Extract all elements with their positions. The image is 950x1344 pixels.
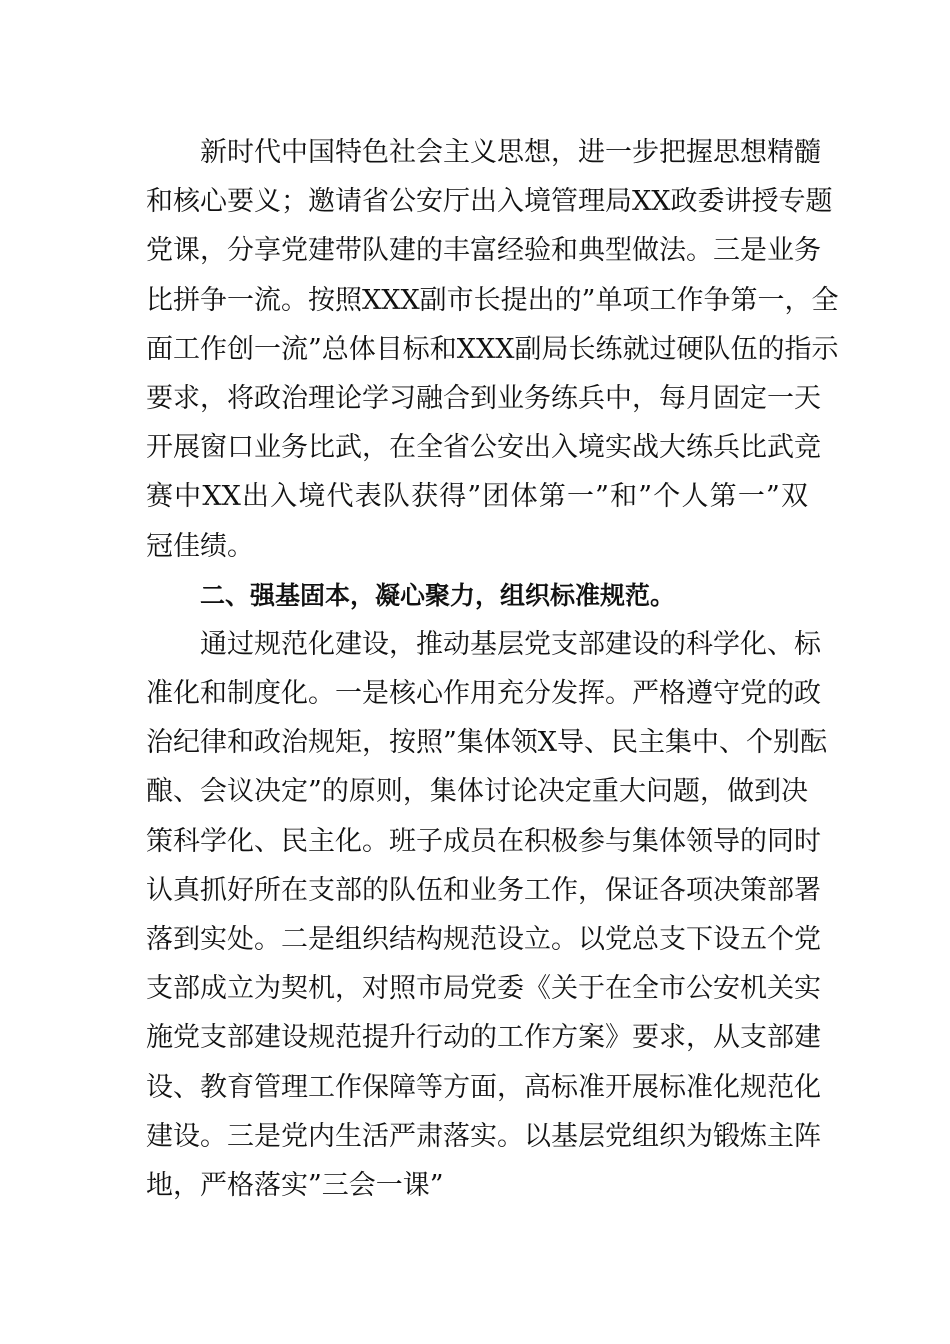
paragraph-line: 治纪律和政治规矩，按照”集体领X导、民主集中、个别酝 bbox=[146, 727, 828, 759]
document-body bbox=[146, 128, 839, 1210]
paragraph-line: 支部成立为契机，对照市局党委《关于在全市公安机关实 bbox=[146, 973, 821, 1005]
paragraph-line: 认真抓好所在支部的队伍和业务工作，保证各项决策部署 bbox=[146, 874, 821, 906]
paragraph-line: 地，严格落实”三会一课” bbox=[146, 1169, 444, 1201]
paragraph-line: 通过规范化建设，推动基层党支部建设的科学化、标 bbox=[200, 628, 821, 660]
paragraph-line: 赛中XX出入境代表队获得”团体第一”和”个人第一”双 bbox=[146, 481, 808, 513]
paragraph-line: 施党支部建设规范提升行动的工作方案》要求，从支部建 bbox=[146, 1022, 821, 1054]
paragraph-line: 建设。三是党内生活严肃落实。以基层党组织为锻炼主阵 bbox=[146, 1120, 821, 1152]
paragraph-line: 新时代中国特色社会主义思想，进一步把握思想精髓 bbox=[200, 137, 821, 168]
section-heading: 二、强基固本，凝心聚力，组织标准规范。 bbox=[200, 580, 676, 610]
paragraph-line: 和核心要义；邀请省公安厅出入境管理局XX政委讲授专题 bbox=[146, 186, 833, 218]
paragraph-line: 酿、会议决定”的原则，集体讨论决定重大问题，做到决 bbox=[146, 776, 808, 808]
paragraph-line: 策科学化、民主化。班子成员在积极参与集体领导的同时 bbox=[146, 825, 821, 857]
paragraph-line: 冠佳绩。 bbox=[146, 530, 254, 562]
paragraph-line: 设、教育管理工作保障等方面，高标准开展标准化规范化 bbox=[146, 1071, 821, 1103]
paragraph-line: 要求，将政治理论学习融合到业务练兵中，每月固定一天 bbox=[146, 382, 821, 414]
paragraph-line: 开展窗口业务比武，在全省公安出入境实战大练兵比武竞 bbox=[146, 432, 821, 464]
paragraph-line: 比拼争一流。按照XXX副市长提出的”单项工作争第一，全 bbox=[146, 284, 839, 316]
paragraph-line: 落到实处。二是组织结构规范设立。以党总支下设五个党 bbox=[146, 924, 821, 955]
paragraph-line: 准化和制度化。一是核心作用充分发挥。严格遵守党的政 bbox=[146, 678, 821, 710]
paragraph-line: 党课，分享党建带队建的丰富经验和典型做法。三是业务 bbox=[146, 235, 821, 267]
paragraph-line: 面工作创一流”总体目标和XXX副局长练就过硬队伍的指示 bbox=[146, 333, 839, 365]
